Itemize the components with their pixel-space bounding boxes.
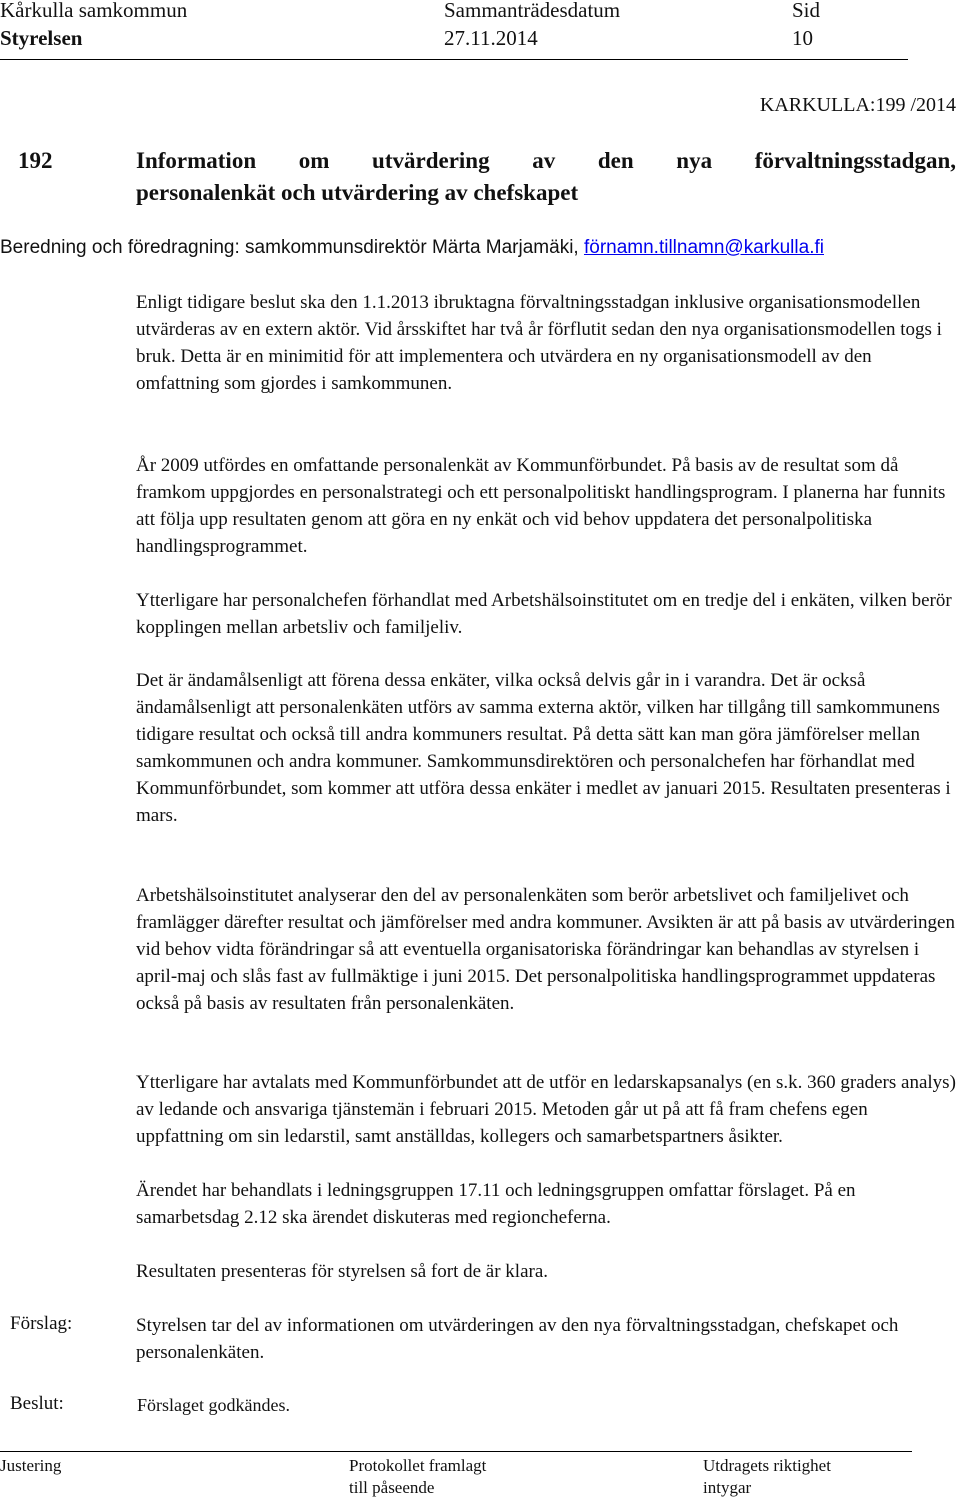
section-number: 192: [18, 148, 53, 173]
date-label: Sammanträdesdatum: [444, 0, 621, 22]
page-number: 10: [792, 26, 813, 50]
paragraph-6: Ytterligare har avtalats med Kommunförbundet att de utför en ledarskapsanalys (en s.k. 360 graders analys) av ledande och ansvariga tjänstemän i februari 2015. Metoden går ut på att få fram chefens egen uppfattning om sin ledarstil, samt anställdas, kollegers och samarbetspartners åsikter.: [136, 1072, 956, 1147]
preparation-line: [0, 237, 824, 259]
footer-justering: Justering: [0, 1456, 62, 1475]
paragraph-2: År 2009 utfördes en omfattande personalenkät av Kommunförbundet. På basis av de resultat som då framkom uppgjordes en personalstrategi och ett personalpolitiskt handlingsprogram. I planerna har funnits att följa upp resultaten genom att göra en ny enkät och vid behov uppdatera det personalpolitiska handlingsprogrammet.: [136, 455, 946, 557]
paragraph-7: Ärendet har behandlats i ledningsgruppen 17.11 och ledningsgruppen omfattar förslaget. På en samarbetsdag 2.12 ska ärendet diskuteras med regioncheferna.: [136, 1180, 856, 1228]
preparation-text: Beredning och föredragning: samkommunsdirektör Märta Marjamäki,: [0, 237, 579, 258]
paragraph-1: Enligt tidigare beslut ska den 1.1.2013 ibruktagna förvaltningsstadgan inklusive organisationsmodellen utvärderas av en extern aktör. Vid årsskiftet har två år förflutit sedan den nya organisationsmodellen togs i bruk. Detta är en minimitid för att implementera och utvärdera en ny organisationsmodell av den omfattning som gjordes i samkommunen.: [136, 292, 942, 394]
email-link[interactable]: förnamn.tillnamn@karkulla.fi: [583, 237, 824, 258]
footer-extract-line1: Utdragets riktighet: [703, 1456, 831, 1475]
footer-protocol-line2: till påseende: [349, 1478, 435, 1497]
footer-rule: [0, 1451, 912, 1452]
org-name: Kårkulla samkommun: [0, 0, 188, 22]
proposal-label: Förslag:: [10, 1313, 73, 1334]
header-rule: [0, 59, 908, 60]
section-title-line2: personalenkät och utvärdering av chefskapet: [136, 180, 579, 205]
paragraph-4: Det är ändamålsenligt att förena dessa enkäter, vilka också delvis går in i varandra. Det är också ändamålsenligt att personalenkäten utförs av samma externa aktör, vilken har tillgång till samkommunens tidigare resultat och också till andra kommuners resultat. På detta sätt kan man göra jämförelser mellan samkommunen och andra kommuner. Samkommunsdirektören och personalchefen har förhandlat med Kommunförbundet, som kommer att utföra dessa enkäter i medlet av januari 2015. Resultaten presenteras i mars.: [136, 670, 951, 826]
paragraph-5: Arbetshälsoinstitutet analyserar den del av personalenkäten som berör arbetslivet och familjelivet och framlägger därefter resultat och jämförelser med andra kommuner. Avsikten är att på basis av utvärderingen vid behov vidta förändringar så att eventuella organisatoriska förändringar kan behandlas av styrelsen i april-maj och slås fast av fullmäktige i juni 2015. Det personalpolitiska handlingsprogrammet uppdateras också på basis av resultaten från personalenkäten.: [136, 885, 955, 1014]
meeting-date: 27.11.2014: [444, 26, 538, 50]
paragraph-8: Resultaten presenteras för styrelsen så fort de är klara.: [136, 1261, 549, 1282]
case-reference: KARKULLA:199 /2014: [759, 94, 956, 116]
proposal-text: Styrelsen tar del av informationen om utvärderingen av den nya förvaltningsstadgan, chefskapet och personalenkäten.: [136, 1315, 899, 1363]
decision-text: Förslaget godkändes.: [137, 1395, 290, 1415]
paragraph-3: Ytterligare har personalchefen förhandlat med Arbetshälsoinstitutet om en tredje del i enkäten, vilken berör kopplingen mellan arbetsliv och familjeliv.: [136, 590, 952, 638]
body-name: Styrelsen: [0, 26, 83, 50]
page-label: Sid: [792, 0, 821, 22]
section-title-line1: Information om utvärdering av den nya förvaltningsstadgan,: [136, 148, 956, 173]
decision-label: Beslut:: [10, 1393, 64, 1414]
footer-extract-line2: intygar: [703, 1478, 752, 1497]
footer-protocol-line1: Protokollet framlagt: [349, 1456, 487, 1475]
